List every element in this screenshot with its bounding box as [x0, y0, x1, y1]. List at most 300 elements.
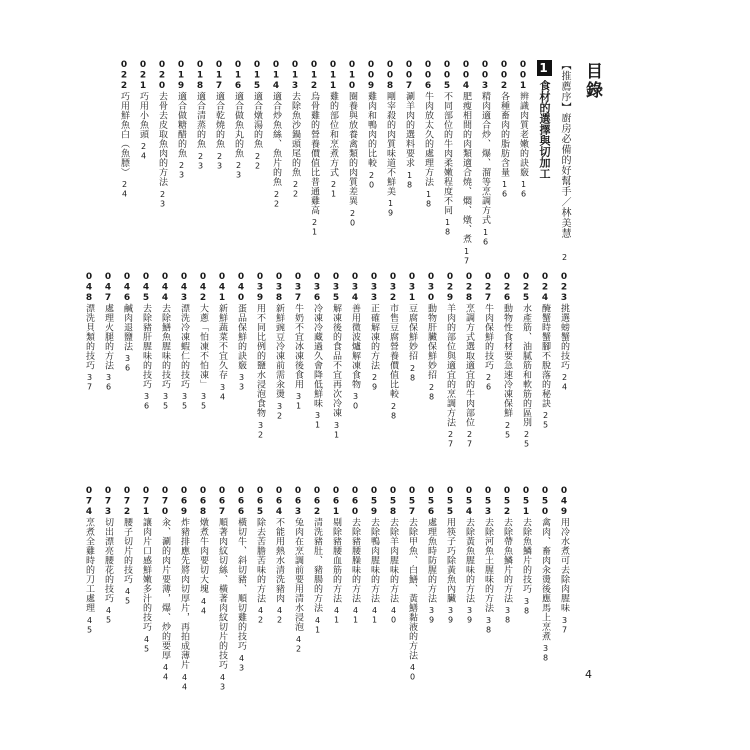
entry-page: 38 — [503, 606, 512, 625]
entry-title: 挑選螃蟹的技巧 — [559, 303, 569, 370]
toc-entry[interactable] — [273, 486, 285, 692]
entry-title: 去除甲魚、白鱔、黃鱔黏液的方法 — [407, 517, 417, 660]
entry-page: 44 — [199, 596, 208, 616]
entry-number: 068 — [198, 486, 208, 518]
entry-title: 去除豬腰臊味的方法 — [350, 517, 360, 603]
entry-number: 053 — [483, 486, 493, 518]
entry-page: 26 — [484, 373, 493, 392]
toc-column-3 — [83, 486, 570, 692]
entry-page: 45 — [104, 606, 113, 625]
entry-title: 豆腐保鮮妙招 — [407, 303, 417, 361]
toc-entry[interactable] — [254, 272, 266, 449]
entry-title: 精肉適合炒、爆、溜等烹調方式 — [480, 91, 490, 225]
entry-title: 用不同比例的鹽水浸泡食物 — [255, 303, 265, 418]
entry-page: 25 — [503, 420, 512, 440]
entry-title: 適合做魚丸的魚 — [233, 91, 243, 158]
entry-number: 046 — [122, 272, 132, 304]
toc-entry[interactable] — [558, 272, 570, 449]
entry-title: 雞肉和鴨肉的比較 — [366, 91, 376, 168]
entry-title: 剛宰殺的肉質味道不鮮美 — [385, 91, 395, 196]
toc-entry[interactable] — [232, 60, 244, 266]
entry-number: 060 — [350, 486, 360, 518]
entry-page: 38 — [541, 644, 550, 663]
toc-entry[interactable] — [365, 60, 377, 266]
toc-entry[interactable] — [368, 486, 380, 692]
entry-number: 049 — [559, 486, 569, 518]
entry-title: 辨識肉質老嫩的訣竅 — [518, 91, 528, 177]
entry-page: 41 — [332, 606, 341, 625]
entry-title: 動物性食材要急速冷凍保鮮 — [502, 303, 512, 418]
entry-title: 禽肉、畜肉汆燙後應馬上烹煮 — [540, 517, 550, 641]
entry-number: 009 — [366, 60, 376, 92]
toc-entry[interactable] — [498, 60, 510, 266]
entry-title: 涮羊肉的選料要求 — [404, 91, 414, 168]
preface-entry[interactable] — [559, 60, 570, 266]
entry-title: 羊肉的部位與適宜的烹調方法 — [445, 303, 455, 427]
entry-page: 29 — [370, 373, 379, 392]
entry-title: 牛肉保鮮的技巧 — [483, 303, 493, 370]
entry-number: 070 — [160, 486, 170, 518]
entry-page: 23 — [196, 151, 205, 171]
toc-entry[interactable] — [270, 60, 282, 266]
entry-page: 42 — [294, 634, 303, 654]
col1-entry-list — [118, 60, 529, 266]
entry-number: 010 — [347, 60, 357, 92]
entry-number: 018 — [195, 60, 205, 92]
entry-number: 025 — [521, 272, 531, 304]
entry-number: 012 — [309, 60, 319, 92]
entry-page: 43 — [237, 653, 246, 673]
entry-number: 004 — [461, 60, 471, 92]
entry-page: 32 — [275, 401, 284, 421]
entry-page: 42 — [275, 606, 284, 625]
toc-entry[interactable] — [403, 60, 415, 266]
entry-title: 去除羊肉腥味的方法 — [388, 517, 398, 603]
entry-number: 054 — [464, 486, 474, 518]
toc-entry[interactable] — [501, 272, 513, 449]
entry-title: 善用微波爐解凍食物 — [350, 303, 360, 389]
toc-entry[interactable] — [216, 486, 228, 692]
entry-page: 16 — [519, 180, 528, 199]
entry-page: 28 — [408, 363, 417, 383]
toc-entry[interactable] — [422, 60, 434, 266]
toc-entry[interactable] — [140, 486, 152, 692]
entry-title: 除去苦膽苦味的方法 — [255, 517, 265, 603]
entry-page: 34 — [218, 382, 227, 402]
entry-page: 41 — [351, 606, 360, 625]
toc-entry[interactable] — [254, 486, 266, 692]
page-number: 4 — [585, 668, 592, 681]
entry-title: 漂洗貝類的技巧 — [84, 303, 94, 370]
entry-number: 045 — [141, 272, 151, 304]
entry-title: 漂洗冷凍蝦仁的技巧 — [179, 303, 189, 389]
entry-page: 41 — [313, 615, 322, 635]
entry-page: 39 — [427, 606, 436, 625]
toc-entry[interactable] — [102, 486, 114, 692]
entry-title: 處理火腿的方法 — [103, 303, 113, 370]
entry-title: 去除河魚土腥味的方法 — [483, 517, 493, 613]
toc-entry[interactable] — [368, 272, 380, 449]
entry-number: 035 — [331, 272, 341, 304]
toc-entry[interactable] — [102, 272, 114, 449]
entry-title: 適合清蒸的魚 — [195, 91, 205, 149]
toc-entry[interactable] — [520, 486, 532, 692]
entry-title: 剔除豬腰血筋的方法 — [331, 517, 341, 603]
entry-number: 056 — [426, 486, 436, 518]
entry-title: 適合燉湯的魚 — [252, 91, 262, 149]
entry-number: 061 — [331, 486, 341, 518]
entry-title: 新鮮豌豆冷凍前需汆燙 — [274, 303, 284, 399]
toc-entry[interactable] — [517, 60, 529, 266]
entry-page: 18 — [424, 189, 433, 209]
entry-page: 20 — [367, 170, 376, 190]
entry-title: 適合炒魚絲、魚片的魚 — [271, 91, 281, 187]
entry-number: 027 — [483, 272, 493, 304]
entry-page: 27 — [465, 430, 474, 449]
entry-number: 024 — [540, 272, 550, 304]
entry-page: 30 — [351, 392, 360, 411]
toc-entry[interactable] — [482, 272, 494, 449]
entry-title: 橫切牛、斜切豬、順切雞的技巧 — [236, 517, 246, 651]
entry-page: 21 — [310, 218, 319, 237]
entry-page: 23 — [215, 151, 224, 171]
entry-number: 065 — [255, 486, 265, 518]
entry-number: 037 — [293, 272, 303, 304]
toc-entry[interactable] — [346, 60, 358, 266]
entry-page: 22 — [253, 151, 262, 171]
entry-number: 044 — [160, 272, 170, 304]
entry-title: 適合乾燒的魚 — [214, 91, 224, 149]
entry-title: 兔肉在烹調前要用清水浸泡 — [293, 517, 303, 632]
entry-number: 058 — [388, 486, 398, 518]
entry-title: 處理魚時防腥的方法 — [426, 517, 436, 603]
toc-entry[interactable] — [213, 60, 225, 266]
entry-title: 解凍後的食品不宜再次冷凍 — [331, 303, 341, 418]
toc-entry[interactable] — [330, 486, 342, 692]
entry-title: 動物肝臟保鮮妙招 — [426, 303, 436, 380]
entry-page: 19 — [386, 199, 395, 218]
toc-entry[interactable] — [159, 272, 171, 449]
entry-title: 不同部位的牛肉柔嫩程度不同 — [442, 91, 452, 215]
entry-page: 45 — [85, 615, 94, 635]
entry-title: 蛋品保鮮的訣竅 — [236, 303, 246, 370]
toc-entry[interactable] — [118, 60, 130, 266]
entry-page: 33 — [237, 373, 246, 392]
toc-entry[interactable] — [197, 486, 209, 692]
entry-number: 062 — [312, 486, 322, 518]
toc-entry[interactable] — [308, 60, 320, 266]
toc-entry[interactable] — [137, 60, 149, 266]
entry-title: 不能用熱水清洗豬肉 — [274, 517, 284, 603]
toc-entry[interactable] — [444, 272, 456, 449]
entry-page: 25 — [522, 430, 531, 449]
entry-title: 牛肉放太久的處理方法 — [423, 91, 433, 187]
entry-number: 036 — [312, 272, 322, 304]
entry-number: 034 — [350, 272, 360, 304]
chapter-heading — [536, 60, 552, 266]
entry-number: 069 — [179, 486, 189, 518]
entry-page: 35 — [180, 392, 189, 411]
toc-entry[interactable] — [159, 486, 171, 692]
entry-number: 022 — [119, 60, 129, 92]
entry-title: 雞的部位和烹煮方式 — [328, 91, 338, 177]
entry-number: 055 — [445, 486, 455, 518]
page-title: 目錄 — [582, 62, 602, 100]
toc-entry[interactable] — [349, 272, 361, 449]
toc-entry[interactable] — [425, 272, 437, 449]
entry-title: 炸豬排應先將肉切厚片，再拍成薄片 — [179, 517, 189, 670]
entry-number: 050 — [540, 486, 550, 518]
entry-page: 38 — [484, 615, 493, 635]
toc-entry[interactable] — [406, 272, 418, 449]
entry-page: 24 — [120, 180, 129, 199]
entry-page: 31 — [332, 420, 341, 440]
entry-page: 28 — [389, 401, 398, 421]
entry-page: 21 — [329, 180, 338, 199]
entry-page: 39 — [446, 606, 455, 625]
entry-title: 切出漂亮腰花的技巧 — [103, 517, 113, 603]
entry-page: 23 — [234, 161, 243, 180]
toc-entry[interactable] — [121, 272, 133, 449]
entry-title: 去除魚沙鍋頭尾的魚 — [290, 91, 300, 177]
entry-number: 030 — [426, 272, 436, 304]
entry-number: 011 — [328, 60, 338, 92]
entry-page: 40 — [408, 663, 417, 682]
entry-title: 水產筋、油膩筋和軟筋的區別 — [521, 303, 531, 427]
entry-number: 015 — [252, 60, 262, 92]
entry-page: 35 — [199, 392, 208, 411]
toc-entry[interactable] — [539, 486, 551, 692]
entry-page: 36 — [123, 354, 132, 373]
entry-page: 28 — [427, 382, 436, 402]
toc-entry[interactable] — [520, 272, 532, 449]
toc-entry[interactable] — [406, 486, 418, 692]
entry-page: 40 — [389, 606, 398, 625]
entry-title: 烹調方式選取適宜的牛肉部位 — [464, 303, 474, 427]
toc-entry[interactable] — [121, 486, 133, 692]
toc-entry[interactable] — [178, 272, 190, 449]
entry-number: 028 — [464, 272, 474, 304]
entry-title: 去除黃魚腥味的方法 — [464, 517, 474, 603]
entry-number: 043 — [179, 272, 189, 304]
entry-number: 033 — [369, 272, 379, 304]
toc-entry[interactable] — [463, 486, 475, 692]
entry-title: 去除帶魚鱗片的方法 — [502, 517, 512, 603]
toc-entry[interactable] — [235, 486, 247, 692]
entry-number: 002 — [499, 60, 509, 92]
entry-page: 22 — [291, 180, 300, 199]
toc-entry[interactable] — [460, 60, 472, 266]
toc-entry[interactable] — [441, 60, 453, 266]
toc-entry[interactable] — [349, 486, 361, 692]
entry-number: 001 — [518, 60, 528, 92]
entry-title: 讓肉片口感鮮嫩多汁的技巧 — [141, 517, 151, 632]
entry-title: 去骨去皮取魚肉的方法 — [157, 91, 167, 187]
entry-title: 各種畜肉的脂肪含量 — [499, 91, 509, 177]
entry-title: 市售豆腐營養價值比較 — [388, 303, 398, 399]
toc-entry[interactable] — [501, 486, 513, 692]
entry-page: 42 — [256, 606, 265, 625]
entry-number: 042 — [198, 272, 208, 304]
entry-number: 052 — [502, 486, 512, 518]
entry-number: 063 — [293, 486, 303, 518]
entry-page: 43 — [218, 672, 227, 692]
toc-entry[interactable] — [235, 272, 247, 449]
entry-number: 039 — [255, 272, 265, 304]
entry-number: 064 — [274, 486, 284, 518]
entry-number: 057 — [407, 486, 417, 518]
entry-number: 031 — [407, 272, 417, 304]
entry-number: 038 — [274, 272, 284, 304]
entry-title: 順著肉紋切絲、橫著肉紋切片的技巧 — [217, 517, 227, 670]
toc-entry[interactable] — [558, 486, 570, 692]
toc-entry[interactable] — [482, 486, 494, 692]
entry-page: 45 — [142, 634, 151, 654]
entry-title: 牛奶不宜冰凍後食用 — [293, 303, 303, 389]
entry-number: 059 — [369, 486, 379, 518]
entry-title: 烹煮全雞時的刀工處理 — [84, 517, 94, 613]
entry-page: 45 — [123, 587, 132, 606]
chapter-number-badge: 1 — [536, 61, 551, 75]
entry-title: 用冷水煮可去除肉腥味 — [559, 517, 569, 613]
toc-entry[interactable] — [178, 486, 190, 692]
toc-entry[interactable] — [197, 272, 209, 449]
entry-title: 去除豬肝腥味的技巧 — [141, 303, 151, 389]
toc-column-1 — [118, 60, 570, 266]
toc-entry[interactable] — [292, 486, 304, 692]
entry-page: 31 — [294, 392, 303, 411]
entry-number: 005 — [442, 60, 452, 92]
toc-entry[interactable] — [327, 60, 339, 266]
entry-page: 23 — [158, 189, 167, 209]
entry-page: 23 — [177, 161, 186, 180]
entry-number: 032 — [388, 272, 398, 304]
entry-number: 072 — [122, 486, 132, 518]
entry-title: 醃蟹時蟹腳不脫落的秘訣 — [540, 303, 550, 408]
entry-number: 066 — [236, 486, 246, 518]
entry-title: 清洗豬肚、豬腸的方法 — [312, 517, 322, 613]
entry-number: 040 — [236, 272, 246, 304]
entry-page: 18 — [443, 218, 452, 237]
entry-page: 35 — [161, 392, 170, 411]
entry-page: 36 — [142, 392, 151, 411]
entry-number: 020 — [157, 60, 167, 92]
entry-number: 014 — [271, 60, 281, 92]
entry-page: 36 — [104, 373, 113, 392]
entry-title: 巧用鮮魚白（魚膘） — [119, 91, 129, 177]
entry-page: 37 — [560, 615, 569, 635]
entry-title: 新鮮蔬菜不宜久存 — [217, 303, 227, 380]
entry-number: 023 — [559, 272, 569, 304]
toc-entry[interactable] — [251, 60, 263, 266]
entry-number: 019 — [176, 60, 186, 92]
entry-number: 016 — [233, 60, 243, 92]
toc-entry[interactable] — [479, 60, 491, 266]
entry-number: 048 — [84, 272, 94, 304]
toc-entry[interactable] — [539, 272, 551, 449]
preface-label: 【推薦序】廚房必備的好幫手／林美慧 — [559, 60, 570, 239]
toc-entry[interactable] — [387, 486, 399, 692]
toc-entry[interactable] — [289, 60, 301, 266]
entry-number: 008 — [385, 60, 395, 92]
entry-page: 39 — [465, 606, 474, 625]
toc-entry[interactable] — [425, 486, 437, 692]
entry-title: 去除魚鱗片的技巧 — [521, 517, 531, 594]
toc-entry[interactable] — [156, 60, 168, 266]
entry-title: 腰子切片的技巧 — [122, 517, 132, 584]
entry-number: 047 — [103, 272, 113, 304]
toc-entry[interactable] — [444, 486, 456, 692]
entry-page: 17 — [462, 246, 471, 266]
entry-title: 正確解凍的方法 — [369, 303, 379, 370]
toc-entry[interactable] — [387, 272, 399, 449]
toc-entry[interactable] — [273, 272, 285, 449]
entry-number: 017 — [214, 60, 224, 92]
entry-number: 073 — [103, 486, 113, 518]
entry-title: 圈養與放養禽類的肉質差異 — [347, 91, 357, 206]
entry-title: 烏骨雞的營養價值比普通雞高 — [309, 91, 319, 215]
toc-entry[interactable] — [175, 60, 187, 266]
entry-title: 大蔥「怕凍不怕凍」 — [198, 303, 208, 389]
toc-entry[interactable] — [384, 60, 396, 266]
entry-page: 37 — [85, 373, 94, 392]
entry-title: 去除鱔魚腥味的技巧 — [160, 303, 170, 389]
entry-number: 051 — [521, 486, 531, 518]
entry-title: 巧用小魚頭 — [138, 91, 148, 139]
entry-title: 鹹肉退鹽法 — [122, 303, 132, 351]
entry-page: 31 — [313, 411, 322, 430]
entry-page: 22 — [272, 189, 281, 209]
entry-page: 27 — [446, 430, 455, 449]
toc-column-2 — [83, 272, 570, 449]
entry-title: 冷凍冷藏過久會降低鮮味 — [312, 303, 322, 408]
entry-page: 24 — [139, 142, 148, 161]
entry-number: 013 — [290, 60, 300, 92]
entry-number: 021 — [138, 60, 148, 92]
toc-entry[interactable] — [194, 60, 206, 266]
entry-title: 去除鴨肉腥味的方法 — [369, 517, 379, 603]
toc-entry[interactable] — [311, 486, 323, 692]
entry-page: 38 — [522, 596, 531, 616]
entry-page: 41 — [370, 606, 379, 625]
entry-title: 適合做糖醋的魚 — [176, 91, 186, 158]
entry-page: 44 — [180, 672, 189, 692]
chapter-title: 食材的選擇與切加工 — [538, 80, 551, 179]
entry-page: 32 — [256, 420, 265, 440]
toc-entry[interactable] — [330, 272, 342, 449]
entry-title: 肥瘦相間的肉類適合燒、燜、燉、煮 — [461, 91, 471, 244]
entry-number: 006 — [423, 60, 433, 92]
entry-number: 026 — [502, 272, 512, 304]
toc-entry[interactable] — [83, 486, 95, 692]
entry-title: 用筷子巧除黃魚內臟 — [445, 517, 455, 603]
toc-entry[interactable] — [311, 272, 323, 449]
entry-page: 44 — [161, 663, 170, 682]
toc-entry[interactable] — [463, 272, 475, 449]
toc-entry[interactable] — [140, 272, 152, 449]
entry-page: 20 — [348, 208, 357, 228]
entry-number: 041 — [217, 272, 227, 304]
entry-page: 16 — [500, 180, 509, 199]
toc-entry[interactable] — [216, 272, 228, 449]
entry-page: 18 — [405, 170, 414, 190]
entry-number: 074 — [84, 486, 94, 518]
entry-page: 24 — [560, 373, 569, 392]
entry-number: 071 — [141, 486, 151, 518]
toc-entry[interactable] — [83, 272, 95, 449]
toc-entry[interactable] — [292, 272, 304, 449]
preface-page: 2 — [560, 253, 569, 263]
